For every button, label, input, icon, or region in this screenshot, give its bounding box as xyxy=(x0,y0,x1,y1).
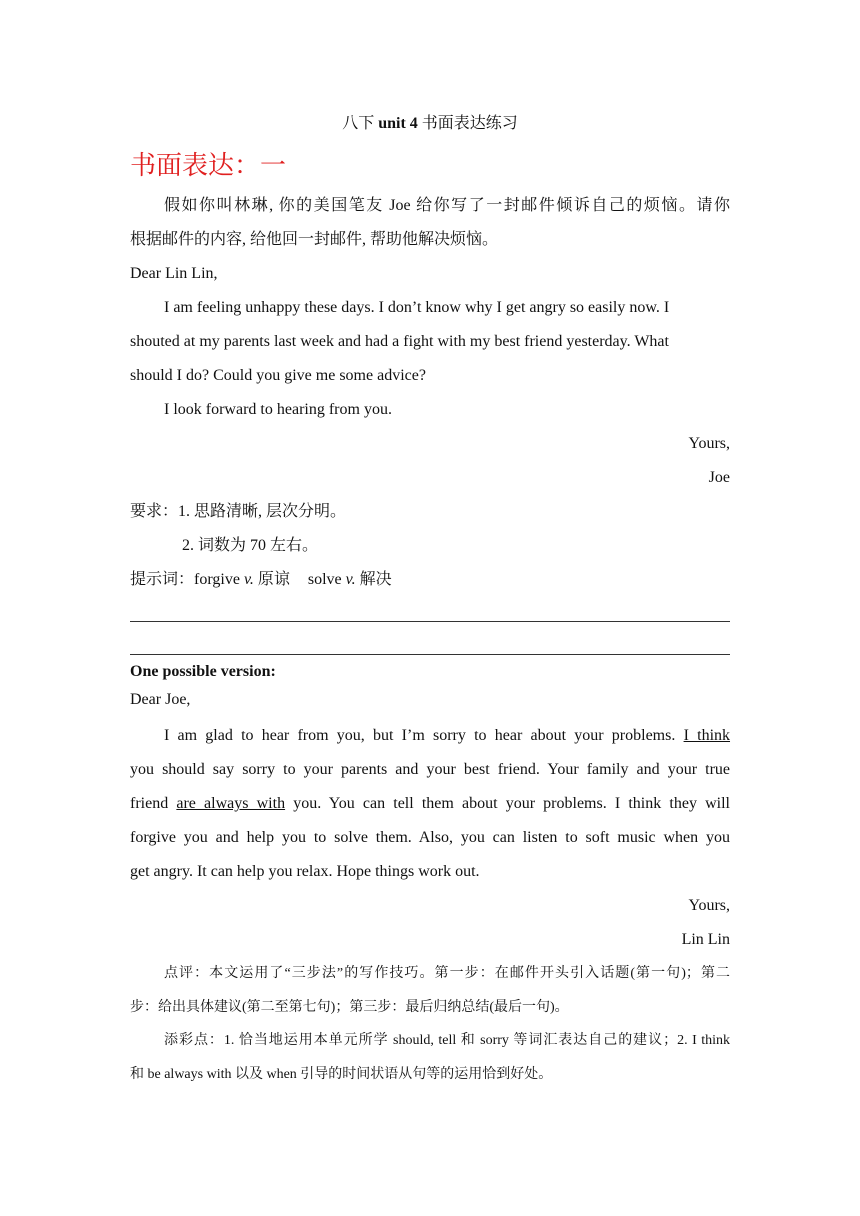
answer-line-1 xyxy=(130,719,730,753)
letter-signature: Joe xyxy=(708,469,730,486)
task-line-1: 假如你叫林琳, 你的美国笔友 Joe 给你写了一封邮件倾诉自己的烦恼。请你 xyxy=(164,197,730,214)
title-unit: unit 4 xyxy=(378,115,418,132)
underlined-i-think: I think xyxy=(683,727,731,744)
title-suffix: 书面表达练习 xyxy=(417,115,518,132)
hint-meaning-1: 原谅 xyxy=(253,571,290,588)
letter-closing-line: I look forward to hearing from you. xyxy=(164,401,392,418)
answer-line-5: get angry. It can help you relax. Hope things work out. xyxy=(130,863,480,880)
task-line-2: 根据邮件的内容, 给他回一封邮件, 帮助他解决烦恼。 xyxy=(130,231,499,248)
answer-heading xyxy=(130,657,730,687)
answer-closing: Yours, xyxy=(688,897,730,914)
underlined-are-always-with: are always with xyxy=(176,795,286,812)
answer-salutation: Dear Joe, xyxy=(130,691,191,708)
requirements-item-1-text: 1. 思路清晰, 层次分明。 xyxy=(178,503,347,520)
section-heading: 书面表达：一 xyxy=(130,151,287,180)
hint-meaning-2: 解决 xyxy=(355,571,392,588)
letter-salutation: Dear Lin Lin, xyxy=(130,265,218,282)
answer-line-1-text: I am glad to hear from you, but I’m sorry to hear about your problems. xyxy=(164,727,684,744)
page-title xyxy=(0,112,860,136)
letter-body-line-3: should I do? Could you give me some advice? xyxy=(130,367,426,384)
comment-line-3: 添彩点：1. 恰当地运用本单元所学 should, tell 和 sorry 等词汇表达自己的建议；2. I think xyxy=(164,1033,730,1048)
answer-line-3-start: friend xyxy=(130,795,177,812)
requirements-item-2: 2. 词数为 70 左右。 xyxy=(182,537,319,554)
answer-blank-line-1 xyxy=(130,621,730,622)
hint-words xyxy=(130,563,730,597)
answer-line-3-end: you. You can tell them about your problems. I think they will xyxy=(285,795,730,812)
hint-pos-1: v. xyxy=(243,571,254,588)
answer-blank-line-2 xyxy=(130,654,730,655)
hint-word-forgive: forgive xyxy=(194,571,240,588)
hint-word-solve: solve xyxy=(307,571,342,588)
requirements-item-1 xyxy=(130,495,730,529)
comment-line-2: 步：给出具体建议(第二至第七句)；第三步：最后归纳总结(最后一句)。 xyxy=(130,1000,569,1015)
answer-line-4: forgive you and help you to solve them. Also, you can listen to soft music when you xyxy=(130,829,730,846)
title-prefix: 八下 xyxy=(342,115,379,132)
hints-label: 提示词： xyxy=(130,571,195,588)
answer-heading-text: One possible version: xyxy=(130,663,276,680)
answer-line-3 xyxy=(130,787,730,821)
answer-signature: Lin Lin xyxy=(681,931,730,948)
letter-body-line-2: shouted at my parents last week and had a fight with my best friend yesterday. What xyxy=(130,333,669,350)
comment-line-1: 点评：本文运用了“三步法”的写作技巧。第一步：在邮件开头引入话题(第一句)；第二 xyxy=(164,966,730,981)
letter-closing: Yours, xyxy=(688,435,730,452)
answer-line-2: you should say sorry to your parents and your best friend. Your family and your true xyxy=(130,761,730,778)
hint-pos-2: v. xyxy=(345,571,356,588)
comment-line-4: 和 be always with 以及 when 引导的时间状语从句等的运用恰到好处。 xyxy=(130,1067,553,1082)
letter-body-line-1: I am feeling unhappy these days. I don’t know why I get angry so easily now. I xyxy=(164,299,670,316)
requirements-label: 要求： xyxy=(130,503,179,520)
